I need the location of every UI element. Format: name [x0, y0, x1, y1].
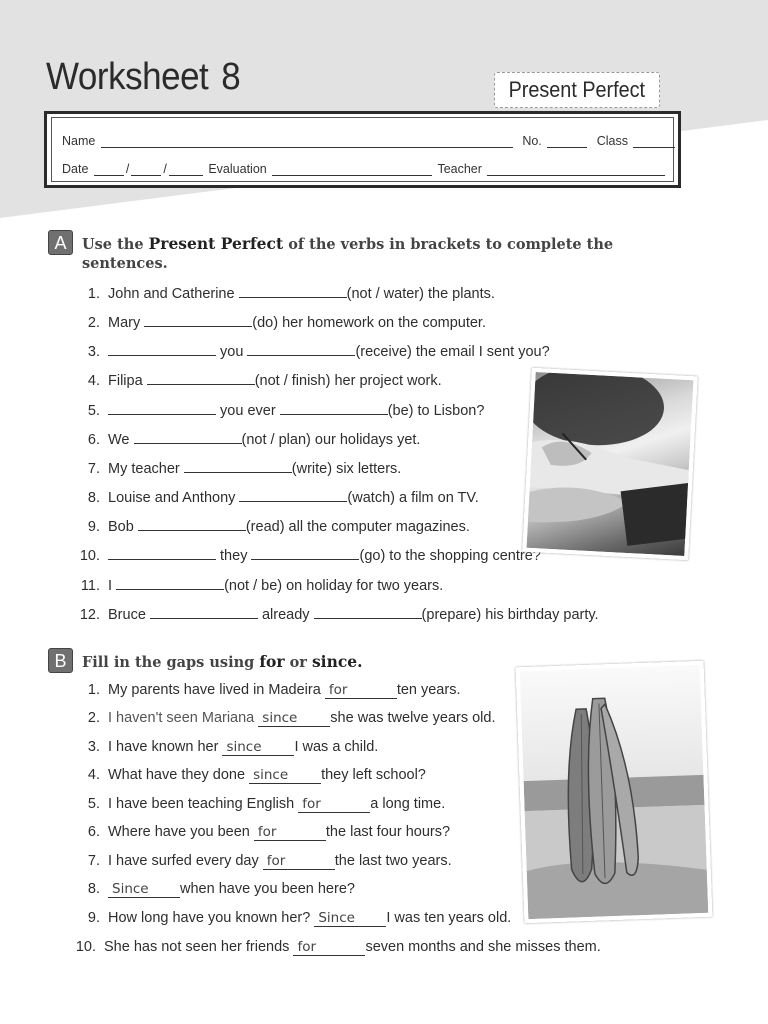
item-text: the last four hours?: [325, 824, 451, 840]
exercise-a-item: [78, 603, 599, 623]
class-field[interactable]: [633, 134, 675, 148]
item-number: 7.: [87, 853, 100, 869]
date-year-field[interactable]: [169, 162, 203, 176]
item-text: (read) all the computer magazines.: [245, 519, 470, 535]
students-writing-photo: [522, 368, 697, 560]
item-text: (do) her homework on the computer.: [252, 315, 486, 331]
section-a-instructions: [82, 234, 622, 273]
item-text: (prepare) his birthday party.: [421, 607, 599, 623]
item-text: I was a child.: [294, 739, 379, 755]
topic-tag-label: Present Perfect: [508, 77, 646, 102]
answer-field[interactable]: since: [222, 739, 294, 756]
item-number: 9.: [87, 910, 100, 926]
no-field[interactable]: [547, 134, 587, 148]
answer-blank[interactable]: [147, 369, 255, 385]
item-text: ten years.: [396, 682, 461, 698]
item-number: 8.: [87, 490, 100, 506]
item-number: 3.: [87, 344, 100, 360]
answer-field[interactable]: for: [254, 824, 326, 841]
exercise-b-item: [84, 824, 450, 841]
exercise-a-item: [84, 399, 484, 419]
item-text: (not / be) on holiday for two years.: [224, 578, 444, 594]
item-text: (not / finish) her project work.: [254, 373, 442, 389]
instr-text: sentences.: [82, 255, 168, 272]
answer-field[interactable]: for: [263, 853, 335, 870]
instr-keyword: since.: [311, 652, 363, 671]
item-number: 10.: [75, 939, 96, 955]
date-separator: /: [163, 162, 167, 176]
item-number: 8.: [87, 881, 100, 897]
item-number: 9.: [87, 519, 100, 535]
exercise-b-item: [84, 853, 452, 870]
answer-field[interactable]: since: [258, 710, 330, 727]
answer-blank[interactable]: [184, 457, 292, 473]
item-text: I have been teaching English: [108, 796, 295, 812]
item-number: 6.: [87, 432, 100, 448]
item-number: 1.: [87, 682, 100, 698]
exercise-b-item: [84, 910, 511, 927]
date-day-field[interactable]: [94, 162, 124, 176]
instr-text: Use the: [82, 236, 144, 253]
answer-blank[interactable]: [116, 574, 224, 590]
item-number: 4.: [87, 373, 100, 389]
answer-blank[interactable]: [251, 544, 359, 560]
teacher-label: Teacher: [437, 162, 482, 176]
answer-field[interactable]: since: [249, 767, 321, 784]
item-text: (go) to the shopping centre?: [359, 548, 541, 564]
answer-blank[interactable]: [239, 486, 347, 502]
exercise-a-item: [84, 428, 420, 448]
item-text: when have you been here?: [180, 881, 355, 897]
answer-field[interactable]: for: [293, 939, 365, 956]
item-text: (be) to Lisbon?: [387, 403, 485, 419]
surfboards-photo: [516, 661, 713, 923]
name-field[interactable]: [101, 134, 513, 148]
item-text: Filipa: [108, 373, 143, 389]
item-number: 2.: [87, 710, 100, 726]
exercise-b-item: [74, 939, 601, 956]
item-text: How long have you known her?: [108, 910, 311, 926]
answer-blank[interactable]: [138, 515, 246, 531]
item-text: My teacher: [108, 461, 180, 477]
item-text: (write) six letters.: [291, 461, 402, 477]
exercise-a-item: [84, 457, 401, 477]
item-number: 5.: [87, 403, 100, 419]
date-month-field[interactable]: [131, 162, 161, 176]
item-text: she was twelve years old.: [330, 710, 496, 726]
exercise-a-item: [84, 369, 442, 389]
instr-text: Fill in the gaps using: [82, 654, 255, 671]
item-text: I haven't seen Mariana: [108, 710, 255, 726]
class-label: Class: [596, 134, 628, 148]
item-text: She has not seen her friends: [104, 939, 290, 955]
item-text: I have surfed every day: [108, 853, 259, 869]
instr-text: or: [289, 654, 307, 671]
exercise-a-item: [84, 282, 495, 302]
item-text: I: [108, 578, 113, 594]
item-text: (watch) a film on TV.: [347, 490, 479, 506]
title-word: Worksheet: [46, 56, 209, 98]
instr-keyword: for: [259, 652, 285, 671]
item-text: We: [108, 432, 130, 448]
item-text: Bruce: [108, 607, 146, 623]
exercise-b-item: [84, 881, 355, 898]
item-text: What have they done: [108, 767, 246, 783]
instr-text: of the verbs in brackets to complete the: [288, 236, 614, 253]
exercise-a-item: [84, 515, 470, 535]
worksheet-title: [46, 56, 240, 99]
item-text: John and Catherine: [108, 286, 235, 302]
item-text: Bob: [108, 519, 134, 535]
item-text: (receive) the email I sent you?: [355, 344, 550, 360]
answer-blank[interactable]: [247, 340, 355, 356]
exercise-b-item: [84, 739, 378, 756]
answer-field[interactable]: Since: [108, 881, 180, 898]
exercise-b-item: [84, 796, 445, 813]
item-text: Louise and Anthony: [108, 490, 236, 506]
answer-blank[interactable]: [144, 311, 252, 327]
section-a-badge: A: [48, 230, 73, 255]
exercise-a-item: [84, 340, 550, 360]
item-text: I have known her: [108, 739, 219, 755]
answer-field[interactable]: Since: [314, 910, 386, 927]
answer-blank[interactable]: [108, 340, 216, 356]
item-text: (not / water) the plants.: [346, 286, 495, 302]
date-label: Date: [62, 162, 89, 176]
answer-blank[interactable]: [314, 603, 422, 619]
exercise-b-item: [84, 710, 496, 727]
exercise-a-item: [84, 486, 479, 506]
date-separator: /: [125, 162, 130, 176]
topic-tag: [494, 72, 660, 108]
exercise-a-item: [84, 311, 486, 331]
section-b-instructions: [82, 652, 363, 672]
item-text: the last two years.: [334, 853, 452, 869]
answer-blank[interactable]: [150, 603, 258, 619]
item-text: (not / plan) our holidays yet.: [241, 432, 421, 448]
title-number: 8: [221, 56, 241, 98]
answer-blank[interactable]: [108, 544, 216, 560]
item-text: seven months and she misses them.: [365, 939, 601, 955]
item-number: 4.: [87, 767, 100, 783]
item-number: 3.: [87, 739, 100, 755]
item-text: they: [220, 548, 248, 564]
evaluation-field[interactable]: [272, 162, 432, 176]
item-text: My parents have lived in Madeira: [108, 682, 321, 698]
item-number: 10.: [79, 548, 100, 564]
item-text: Where have you been: [108, 824, 250, 840]
answer-blank[interactable]: [134, 428, 242, 444]
answer-blank[interactable]: [280, 399, 388, 415]
instr-keyword: Present Perfect: [148, 234, 284, 253]
item-text: you ever: [220, 403, 276, 419]
answer-field[interactable]: for: [325, 682, 397, 699]
exercise-a-item: [78, 574, 443, 594]
item-text: Mary: [108, 315, 141, 331]
answer-blank[interactable]: [108, 399, 216, 415]
item-text: they left school?: [321, 767, 426, 783]
item-text: you: [220, 344, 244, 360]
student-info-box: [44, 111, 681, 188]
answer-field[interactable]: for: [298, 796, 370, 813]
item-number: 2.: [87, 315, 100, 331]
item-number: 11.: [80, 578, 100, 594]
item-text: I was ten years old.: [386, 910, 512, 926]
answer-blank[interactable]: [239, 282, 347, 298]
section-b-badge: B: [48, 648, 73, 673]
name-label: Name: [62, 134, 96, 148]
item-number: 7.: [87, 461, 100, 477]
item-number: 12.: [79, 607, 100, 623]
exercise-a-item: [78, 544, 541, 564]
item-number: 5.: [87, 796, 100, 812]
teacher-field[interactable]: [487, 162, 665, 176]
item-text: a long time.: [370, 796, 446, 812]
no-label: No.: [522, 134, 542, 148]
item-number: 6.: [87, 824, 100, 840]
item-text: already: [261, 607, 310, 623]
exercise-b-item: [84, 767, 426, 784]
exercise-b-item: [84, 682, 460, 699]
item-number: 1.: [87, 286, 100, 302]
evaluation-label: Evaluation: [208, 162, 267, 176]
